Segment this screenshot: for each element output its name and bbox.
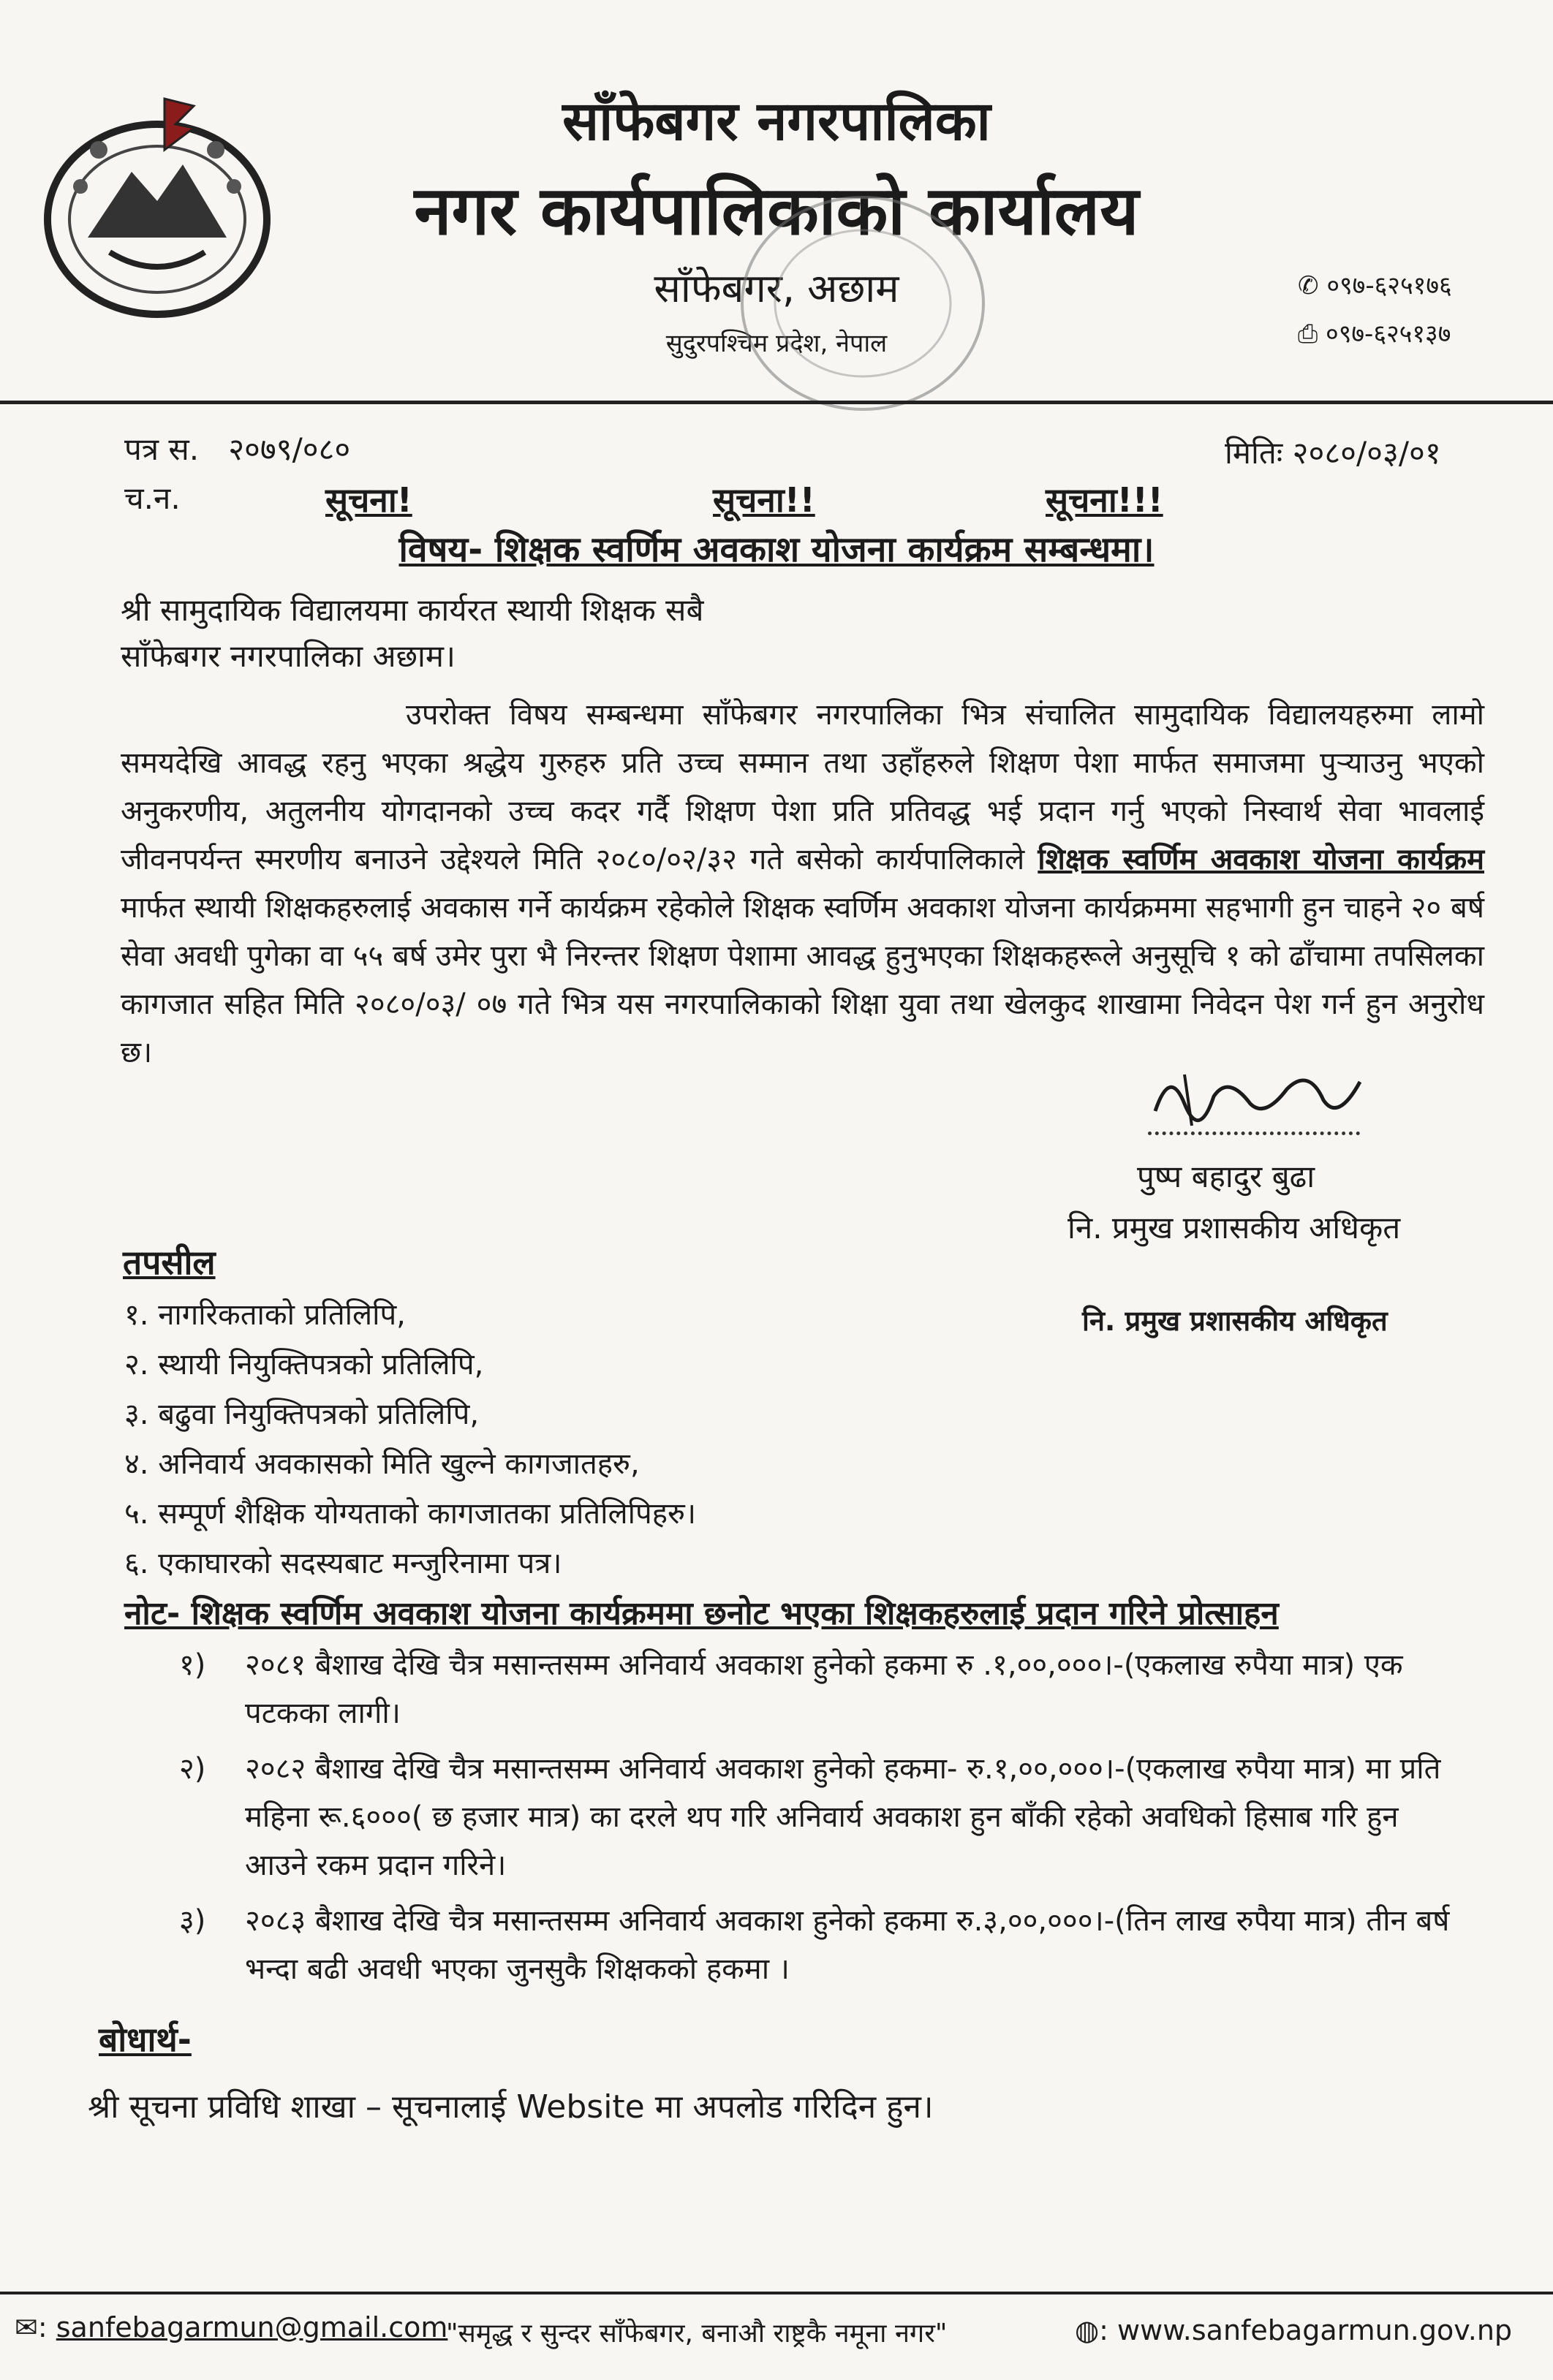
signature-line <box>1148 1132 1360 1135</box>
letter-body: उपरोक्त विषय सम्बन्धमा साँफेबगर नगरपालिका भित्र संचालित सामुदायिक विद्यालयहरुमा लामो समयदेखि आवद्ध रहनु भएका श्रद्धेय गुरुहरु प्रति उच्च सम्मान तथा उहाँहरुले शिक्षण पेशा मार्फत समाजमा पुर्‍याउनु भएको अनुकरणीय, अतुलनीय योगदानको उच्च कदर गर्दै शिक्षण पेशा प्रति प्रतिवद्ध भई प्रदान गर्नु भएको निस्वार्थ सेवा भावलाई जीवनपर्यन्त स्मरणीय बनाउने उद्देश्यले मिति २०८०/०२/३२ गते बसेको कार्यपालिकाले शिक्षक स्वर्णिम अवकाश योजना कार्यक्रम मार्फत स्थायी शिक्षकहरुलाई अवकास गर्ने कार्यक्रम रहेकोले शिक्षक स्वर्णिम अवकाश योजना कार्यक्रममा सहभागी हुन चाहने २० बर्ष सेवा अवधी पुगेका वा ५५ बर्ष उमेर पुरा भै निरन्तर शिक्षण पेशामा आवद्ध हुनुभएका शिक्षकहरूले अनुसूचि १ को ढाँचामा तपसिलका कागजात सहित मिति २०८०/०३/ ०७ गते भित्र यस नगरपालिकाको शिक्षा युवा तथा खेलकुद शाखामा निवेदन पेश गर्न हुन अनुरोध छ। <box>121 698 1484 1069</box>
notice-heading-2: सूचना!! <box>713 480 815 520</box>
office-location: साँफेबगर, अछाम <box>654 265 899 311</box>
cc-heading: बोधार्थ- <box>99 2020 192 2059</box>
phone-number-1: ✆ ०९७-६२५१७६ <box>1298 271 1452 300</box>
list-item: ३. बढुवा नियुक्तिपत्रको प्रतिलिपि, <box>124 1398 480 1431</box>
list-item: २. स्थायी नियुक्तिपत्रको प्रतिलिपि, <box>124 1348 484 1382</box>
header-divider <box>0 401 1553 404</box>
addressee-line-2: साँफेबगर नगरपालिका अछाम। <box>121 638 456 674</box>
list-item: ४. अनिवार्य अवकासको मिति खुल्ने कागजातहरु, <box>124 1447 640 1481</box>
phone-number-2: ⎙ ०९७-६२५१३७ <box>1298 319 1451 349</box>
list-item: ६. एकाघारको सदस्यबाट मन्जुरिनामा पत्र। <box>124 1547 562 1580</box>
list-item: १) २०८१ बैशाख देखि चैत्र मसान्तसम्म अनिवार्य अवकाश हुनेको हकमा रु .१,००,०००।-(एकलाख रुपैया मात्र) एक पटकका लागी। <box>179 1648 1403 1730</box>
officer-stamp: नि. प्रमुख प्रशासकीय अधिकृत <box>1082 1305 1388 1337</box>
dispatch-number: च.न. <box>124 480 181 516</box>
footer-email[interactable]: ✉: sanfebagarmun@gmail.com <box>15 2311 448 2343</box>
signatory-name: पुष्प बहादुर बुढा <box>1137 1159 1315 1194</box>
footer-divider <box>0 2292 1553 2294</box>
office-seal-stamp <box>731 186 994 420</box>
addressee-line-1: श्री सामुदायिक विद्यालयमा कार्यरत स्थायी शिक्षक सबै <box>121 592 704 628</box>
documents-heading: तपसील <box>123 1243 216 1282</box>
office-province: सुदुरपश्चिम प्रदेश, नेपाल <box>665 329 888 358</box>
incentive-heading: नोट- शिक्षक स्वर्णिम अवकाश योजना कार्यक्रममा छनोट भएका शिक्षकहरुलाई प्रदान गरिने प्रोत्साहन <box>124 1595 1279 1632</box>
phone-icon: ✆ <box>1298 271 1319 300</box>
list-item: ३) २०८३ बैशाख देखि चैत्र मसान्तसम्म अनिवार्य अवकाश हुनेको हकमा रु.३,००,०००।-(तिन लाख रुपैया मात्र) तीन बर्ष भन्दा बढी अवधी भएका जुनसुकै शिक्षकको हकमा । <box>179 1904 1450 1986</box>
globe-icon: ◍ <box>1075 2314 1100 2346</box>
office-name: नगर कार्यपालिकाको कार्यालय <box>414 172 1139 250</box>
footer-website[interactable]: ◍: www.sanfebagarmun.gov.np <box>1075 2314 1513 2346</box>
list-item: २) २०८२ बैशाख देखि चैत्र मसान्तसम्म अनिवार्य अवकाश हुनेको हकमा- रु.१,००,०००।-(एकलाख रुपैया मात्र) मा प्रति महिना रू.६०००( छ हजार मात्र) का दरले थप गरि अनिवार्य अवकाश हुन बाँकी रहेको अवधिको हिसाब गरि हुन आउने रकम प्रदान गरिने। <box>179 1752 1441 1882</box>
notice-heading-1: सूचना! <box>325 480 412 520</box>
letter-date: मितिः २०८०/०३/०१ <box>1225 435 1441 471</box>
fax-icon: ⎙ <box>1298 319 1318 349</box>
signatory-title: नि. प्रमुख प्रशासकीय अधिकृत <box>1068 1210 1401 1246</box>
reference-number: पत्र स. २०७९/०८० <box>124 431 351 467</box>
list-item: १. नागरिकताको प्रतिलिपि, <box>124 1298 406 1332</box>
cc-text: श्री सूचना प्रविधि शाखा – सूचनालाई Website मा अपलोड गरिदिन हुन। <box>88 2088 934 2126</box>
incentive-list <box>179 1641 1451 2001</box>
email-icon: ✉: <box>15 2311 48 2343</box>
footer-slogan: "समृद्ध र सुन्दर साँफेबगर, बनाऔ राष्ट्रकै नमूना नगर" <box>446 2319 948 2349</box>
letter-subject: विषय- शिक्षक स्वर्णिम अवकाश योजना कार्यक्रम सम्बन्धमा। <box>398 529 1155 570</box>
documents-list <box>124 1290 696 1588</box>
list-item: ५. सम्पूर्ण शैक्षिक योग्यताको कागजातका प्रतिलिपिहरु। <box>124 1497 697 1531</box>
notice-heading-3: सूचना!!! <box>1046 480 1163 520</box>
program-name: शिक्षक स्वर्णिम अवकाश योजना कार्यक्रम <box>1038 843 1484 876</box>
municipality-name: साँफेबगर नगरपालिका <box>562 90 991 153</box>
signature <box>1141 1060 1382 1133</box>
